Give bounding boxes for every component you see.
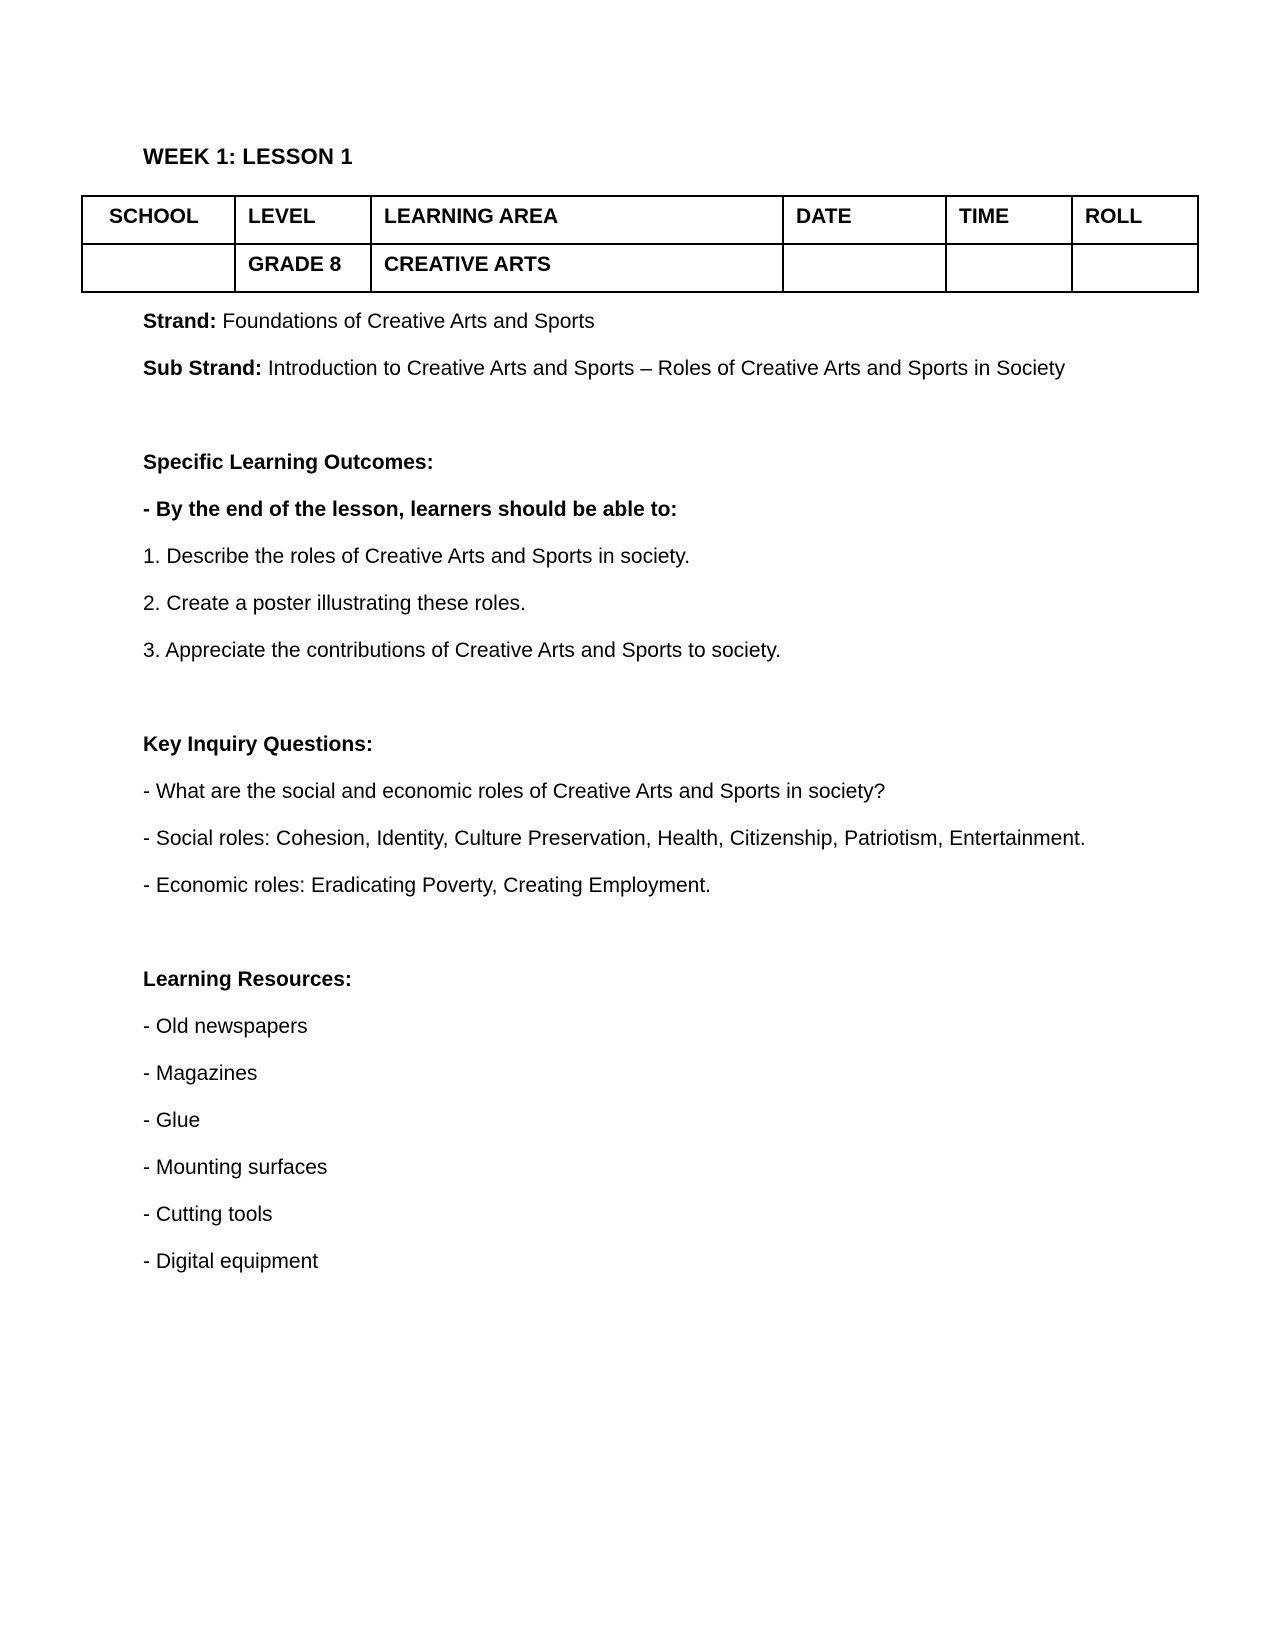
lesson-info-table [81,195,1199,293]
header-cell-date: DATE [783,196,946,244]
strand-paragraph [143,306,1135,338]
header-cell-time: TIME [946,196,1072,244]
sub-strand-paragraph [143,353,1135,385]
value-cell-school [82,244,235,292]
header-cell-learning-area: LEARNING AREA [371,196,783,244]
value-cell-date [783,244,946,292]
table-header-row [82,196,1198,244]
sub-strand-label: Sub Strand: [143,357,262,380]
outcome-item-3: 3. Appreciate the contributions of Creative Arts and Sports to society. [143,639,782,662]
resource-item-4: - Mounting surfaces [143,1156,328,1179]
resource-item-6: - Digital equipment [143,1250,319,1273]
resource-item-1: - Old newspapers [143,1015,308,1038]
header-cell-level: LEVEL [235,196,371,244]
table-value-row [82,244,1198,292]
inquiry-item-2: - Social roles: Cohesion, Identity, Culture Preservation, Health, Citizenship, Patriotism, Entertainment. [143,827,1086,850]
value-cell-time [946,244,1072,292]
spacer [143,400,1135,447]
spacer [143,917,1135,964]
spacer [143,682,1135,729]
strand-label: Strand: [143,310,217,333]
inquiry-heading: Key Inquiry Questions: [143,733,373,756]
document-body [143,306,1135,1293]
outcomes-heading: Specific Learning Outcomes: [143,451,434,474]
outcome-item-1: 1. Describe the roles of Creative Arts and Sports in society. [143,545,691,568]
resource-item-3: - Glue [143,1109,201,1132]
inquiry-item-3: - Economic roles: Eradicating Poverty, Creating Employment. [143,874,712,897]
resources-heading: Learning Resources: [143,968,352,991]
outcomes-intro: - By the end of the lesson, learners should be able to: [143,498,678,521]
resource-item-2: - Magazines [143,1062,258,1085]
value-cell-level: GRADE 8 [235,244,371,292]
page-title: WEEK 1: LESSON 1 [143,144,353,169]
value-cell-roll [1072,244,1198,292]
header-cell-roll: ROLL [1072,196,1198,244]
resource-item-5: - Cutting tools [143,1203,273,1226]
inquiry-item-1: - What are the social and economic roles of Creative Arts and Sports in society? [143,780,886,803]
value-cell-learning-area: CREATIVE ARTS [371,244,783,292]
header-cell-school: SCHOOL [82,196,235,244]
sub-strand-text: Introduction to Creative Arts and Sports – Roles of Creative Arts and Sports in Society [262,357,1066,380]
strand-text: Foundations of Creative Arts and Sports [216,310,595,333]
outcome-item-2: 2. Create a poster illustrating these roles. [143,592,526,615]
